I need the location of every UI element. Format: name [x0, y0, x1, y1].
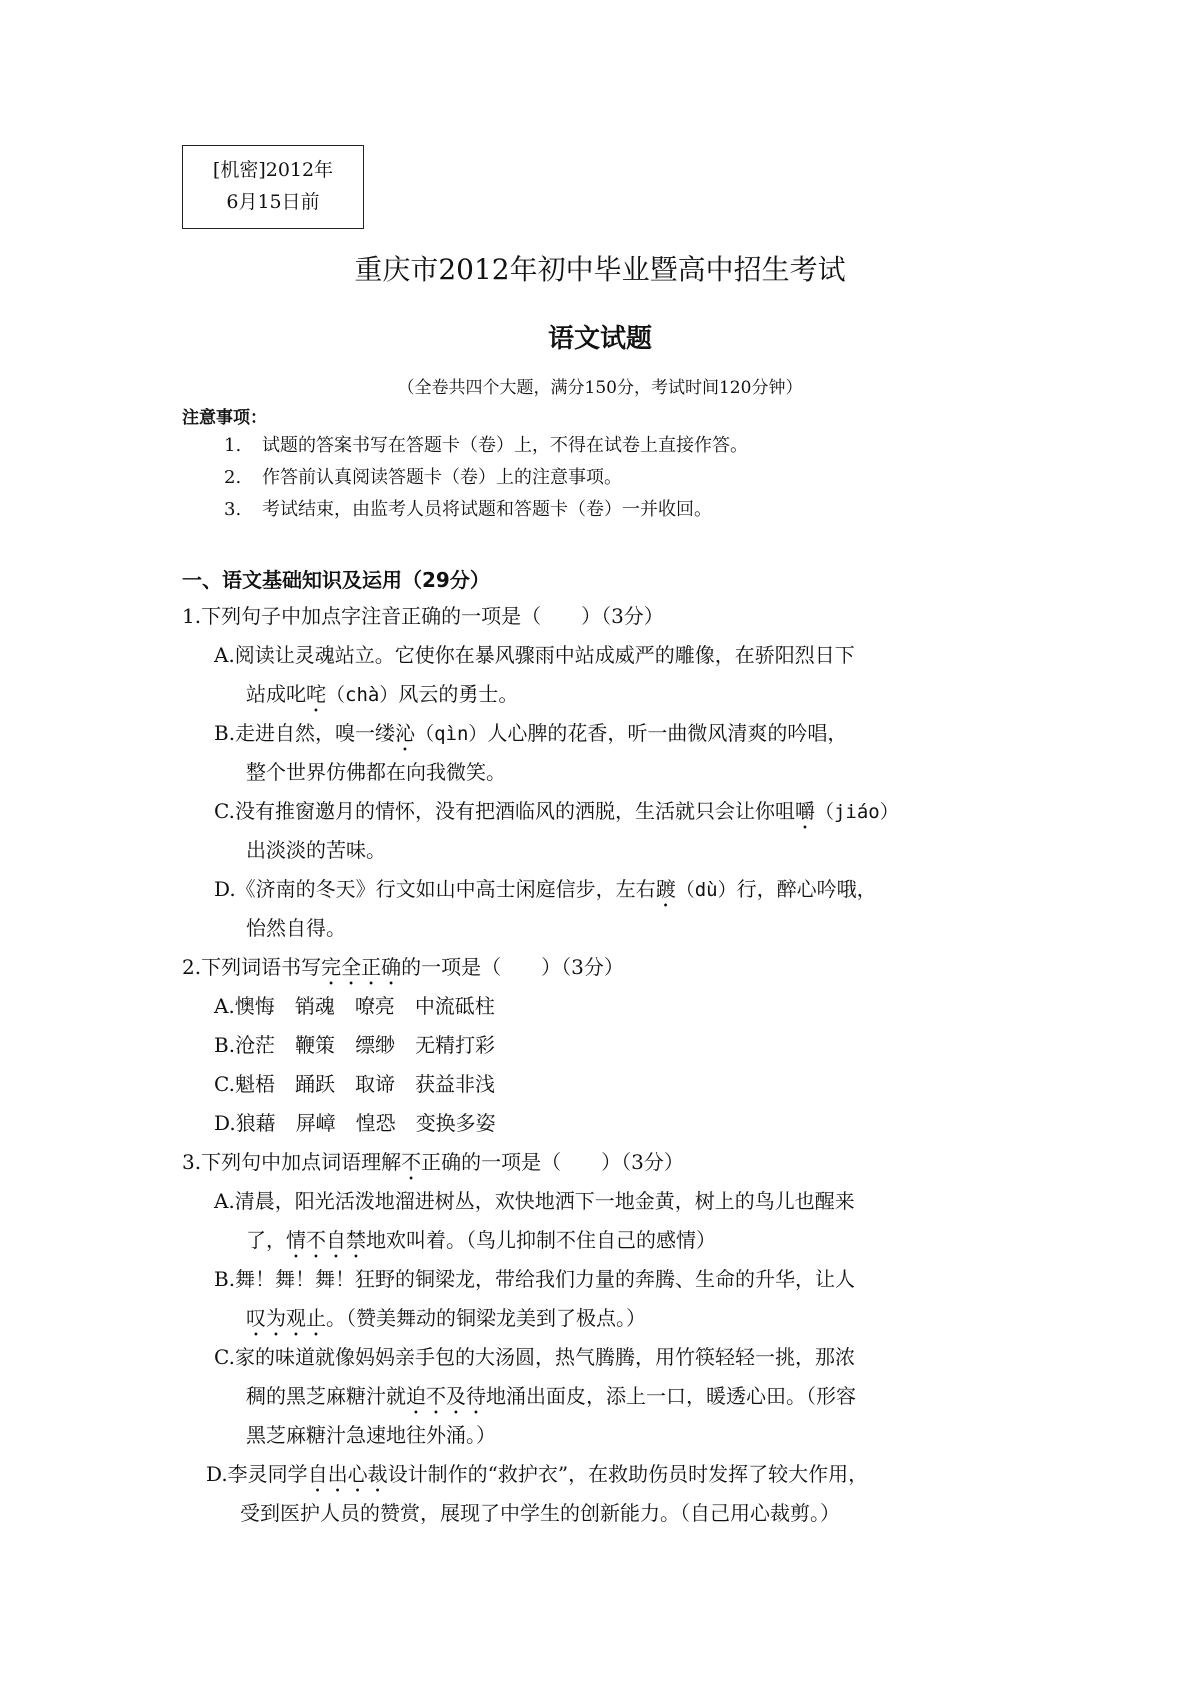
- note-number: 2.: [224, 467, 242, 488]
- subject-title: 语文试题: [547, 324, 652, 354]
- q1-option-b-line2: 整个世界仿佛都在向我微笑。: [246, 760, 506, 784]
- q3-option-d-line2: 受到医护人员的赞赏，展现了中学生的创新能力。（自己用心裁剪。）: [240, 1501, 840, 1525]
- dotted-char: 沁: [395, 721, 416, 745]
- word: 获益非浅: [414, 1072, 495, 1096]
- word: 踊跃: [294, 1072, 335, 1096]
- q1-stem: 1.下列句子中加点字注音正确的一项是（ ）（3分）: [182, 604, 664, 628]
- option-label: A.: [214, 994, 235, 1018]
- q3-option-c-line3: 黑芝麻糖汁急速地往外涌。）: [246, 1423, 496, 1447]
- dotted-char: 咤: [306, 682, 326, 706]
- text: D.《济南的冬天》行文如山中高士闲庭信步，左右: [214, 877, 656, 901]
- q3-option-c-line1: C.家的味道就像妈妈亲手包的大汤圆，热气腾腾，用竹筷轻轻一挑，那浓: [214, 1345, 855, 1369]
- q1-option-a-line2: [182, 675, 1082, 714]
- word: 沧茫: [235, 1033, 276, 1057]
- note-item: [224, 494, 748, 526]
- q2-stem: [182, 948, 1082, 987]
- q2-option-c: [182, 1065, 1082, 1104]
- text: 2.下列词语书写: [182, 955, 322, 979]
- note-number: 1.: [224, 435, 242, 456]
- q3-option-b-line1: B.舞！舞！舞！狂野的铜梁龙，带给我们力量的奔腾、生命的升华，让人: [214, 1267, 856, 1291]
- dotted-words: 叹为观止: [246, 1306, 326, 1330]
- q2-option-b: [182, 1026, 1082, 1065]
- questions: [182, 597, 1082, 1533]
- pinyin: （dù）: [675, 879, 737, 901]
- section-1-title: 一、语文基础知识及运用（29分）: [182, 568, 490, 592]
- dotted-words: 完全正确: [321, 955, 402, 979]
- q2-option-a: [182, 987, 1082, 1026]
- text: 的一项是（ ）（3分）: [401, 955, 624, 979]
- confidential-box: [182, 145, 364, 229]
- word: 嘹亮: [354, 994, 395, 1018]
- note-number: 3.: [224, 499, 242, 520]
- word: 无精打彩: [415, 1033, 496, 1057]
- note-text: 试题的答案书写在答题卡（卷）上，不得在试卷上直接作答。: [262, 435, 748, 456]
- text: 地涌出面皮，添上一口，暖透心田。（形容: [486, 1384, 856, 1408]
- q3-option-b-line2: [182, 1299, 1082, 1338]
- q1-option-c-line2: 出淡淡的苦味。: [246, 838, 386, 862]
- note-item: [224, 430, 748, 462]
- text: 地欢叫着。（鸟儿抑制不住自己的感情）: [366, 1228, 716, 1252]
- dotted-words: 自出心裁: [307, 1462, 388, 1486]
- note-item: [224, 462, 748, 494]
- q3-option-c-line2: [182, 1377, 1082, 1416]
- note-text: 作答前认真阅读答题卡（卷）上的注意事项。: [262, 467, 622, 488]
- q3-option-a-line1: A.清晨，阳光活泼地溜进树丛，欢快地洒下一地金黄，树上的鸟儿也醒来: [214, 1189, 855, 1213]
- text: 站成叱: [246, 682, 306, 706]
- text: 行，醉心吟哦，: [736, 877, 877, 901]
- word: 狼藉: [235, 1111, 276, 1135]
- q1-option-b-line1: [182, 714, 1082, 753]
- word: 懊悔: [234, 994, 275, 1018]
- option-label: B.: [214, 1033, 236, 1057]
- q1-option-a-line1: A.阅读让灵魂站立。它使你在暴风骤雨中站成威严的雕像，在骄阳烈日下: [214, 643, 855, 667]
- q1-option-d-line2: 怡然自得。: [246, 916, 346, 940]
- word: 缥缈: [355, 1033, 396, 1057]
- option-label: D.: [214, 1111, 236, 1135]
- q1-option-d-line1: [182, 870, 1082, 909]
- q3-option-d-line1: [182, 1455, 1082, 1494]
- text: 风云的勇士。: [398, 682, 519, 706]
- word: 变换多姿: [415, 1111, 496, 1135]
- word: 中流砥柱: [414, 994, 495, 1018]
- word: 惶恐: [355, 1111, 396, 1135]
- option-label: C.: [214, 1072, 235, 1096]
- text: 设计制作的“救护衣”，在救助伤员时发挥了较大作用，: [387, 1462, 869, 1486]
- text: 稠的黑芝麻糖汁就: [246, 1384, 406, 1408]
- q3-stem: [182, 1143, 1082, 1182]
- pinyin: （jiáo）: [814, 801, 899, 823]
- confidential-line-1: [机密]2012年: [212, 159, 334, 181]
- pinyin: （chà）: [326, 684, 399, 706]
- text: D.李灵同学: [206, 1462, 308, 1486]
- dotted-char: 不: [401, 1150, 422, 1174]
- text: 。（赞美舞动的铜梁龙美到了极点。）: [326, 1306, 646, 1330]
- dotted-words: 情不自禁: [286, 1228, 366, 1252]
- notes-list: [224, 430, 748, 526]
- text: 3.下列句中加点词语理解: [182, 1150, 402, 1174]
- word: 屏嶂: [295, 1111, 336, 1135]
- notes-heading: 注意事项：: [182, 408, 267, 428]
- text: C.没有推窗邀月的情怀，没有把酒临风的洒脱，生活就只会让你咀: [214, 799, 795, 823]
- word: 鞭策: [295, 1033, 336, 1057]
- confidential-line-2: 6月15日前: [226, 191, 320, 213]
- exam-info: （全卷共四个大题，满分150分，考试时间120分钟）: [397, 378, 803, 398]
- q2-option-d: [182, 1104, 1082, 1143]
- text: 了，: [246, 1228, 286, 1252]
- dotted-words: 迫不及待: [406, 1384, 486, 1408]
- q1-option-c-line1: [182, 792, 1082, 831]
- dotted-char: 嚼: [794, 799, 815, 823]
- word: 取谛: [354, 1072, 395, 1096]
- text: B.走进自然，嗅一缕: [214, 721, 396, 745]
- note-text: 考试结束，由监考人员将试题和答题卡（卷）一并收回。: [262, 499, 712, 520]
- pinyin: （qìn）: [415, 723, 488, 745]
- text: 人心脾的花香，听一曲微风清爽的吟唱，: [487, 721, 848, 745]
- exam-title: 重庆市2012年初中毕业暨高中招生考试: [354, 253, 846, 286]
- text: 正确的一项是（ ）（3分）: [421, 1150, 684, 1174]
- word: 销魂: [294, 994, 335, 1018]
- q3-option-a-line2: [182, 1221, 1082, 1260]
- dotted-char: 踱: [655, 877, 676, 901]
- word: 魁梧: [234, 1072, 275, 1096]
